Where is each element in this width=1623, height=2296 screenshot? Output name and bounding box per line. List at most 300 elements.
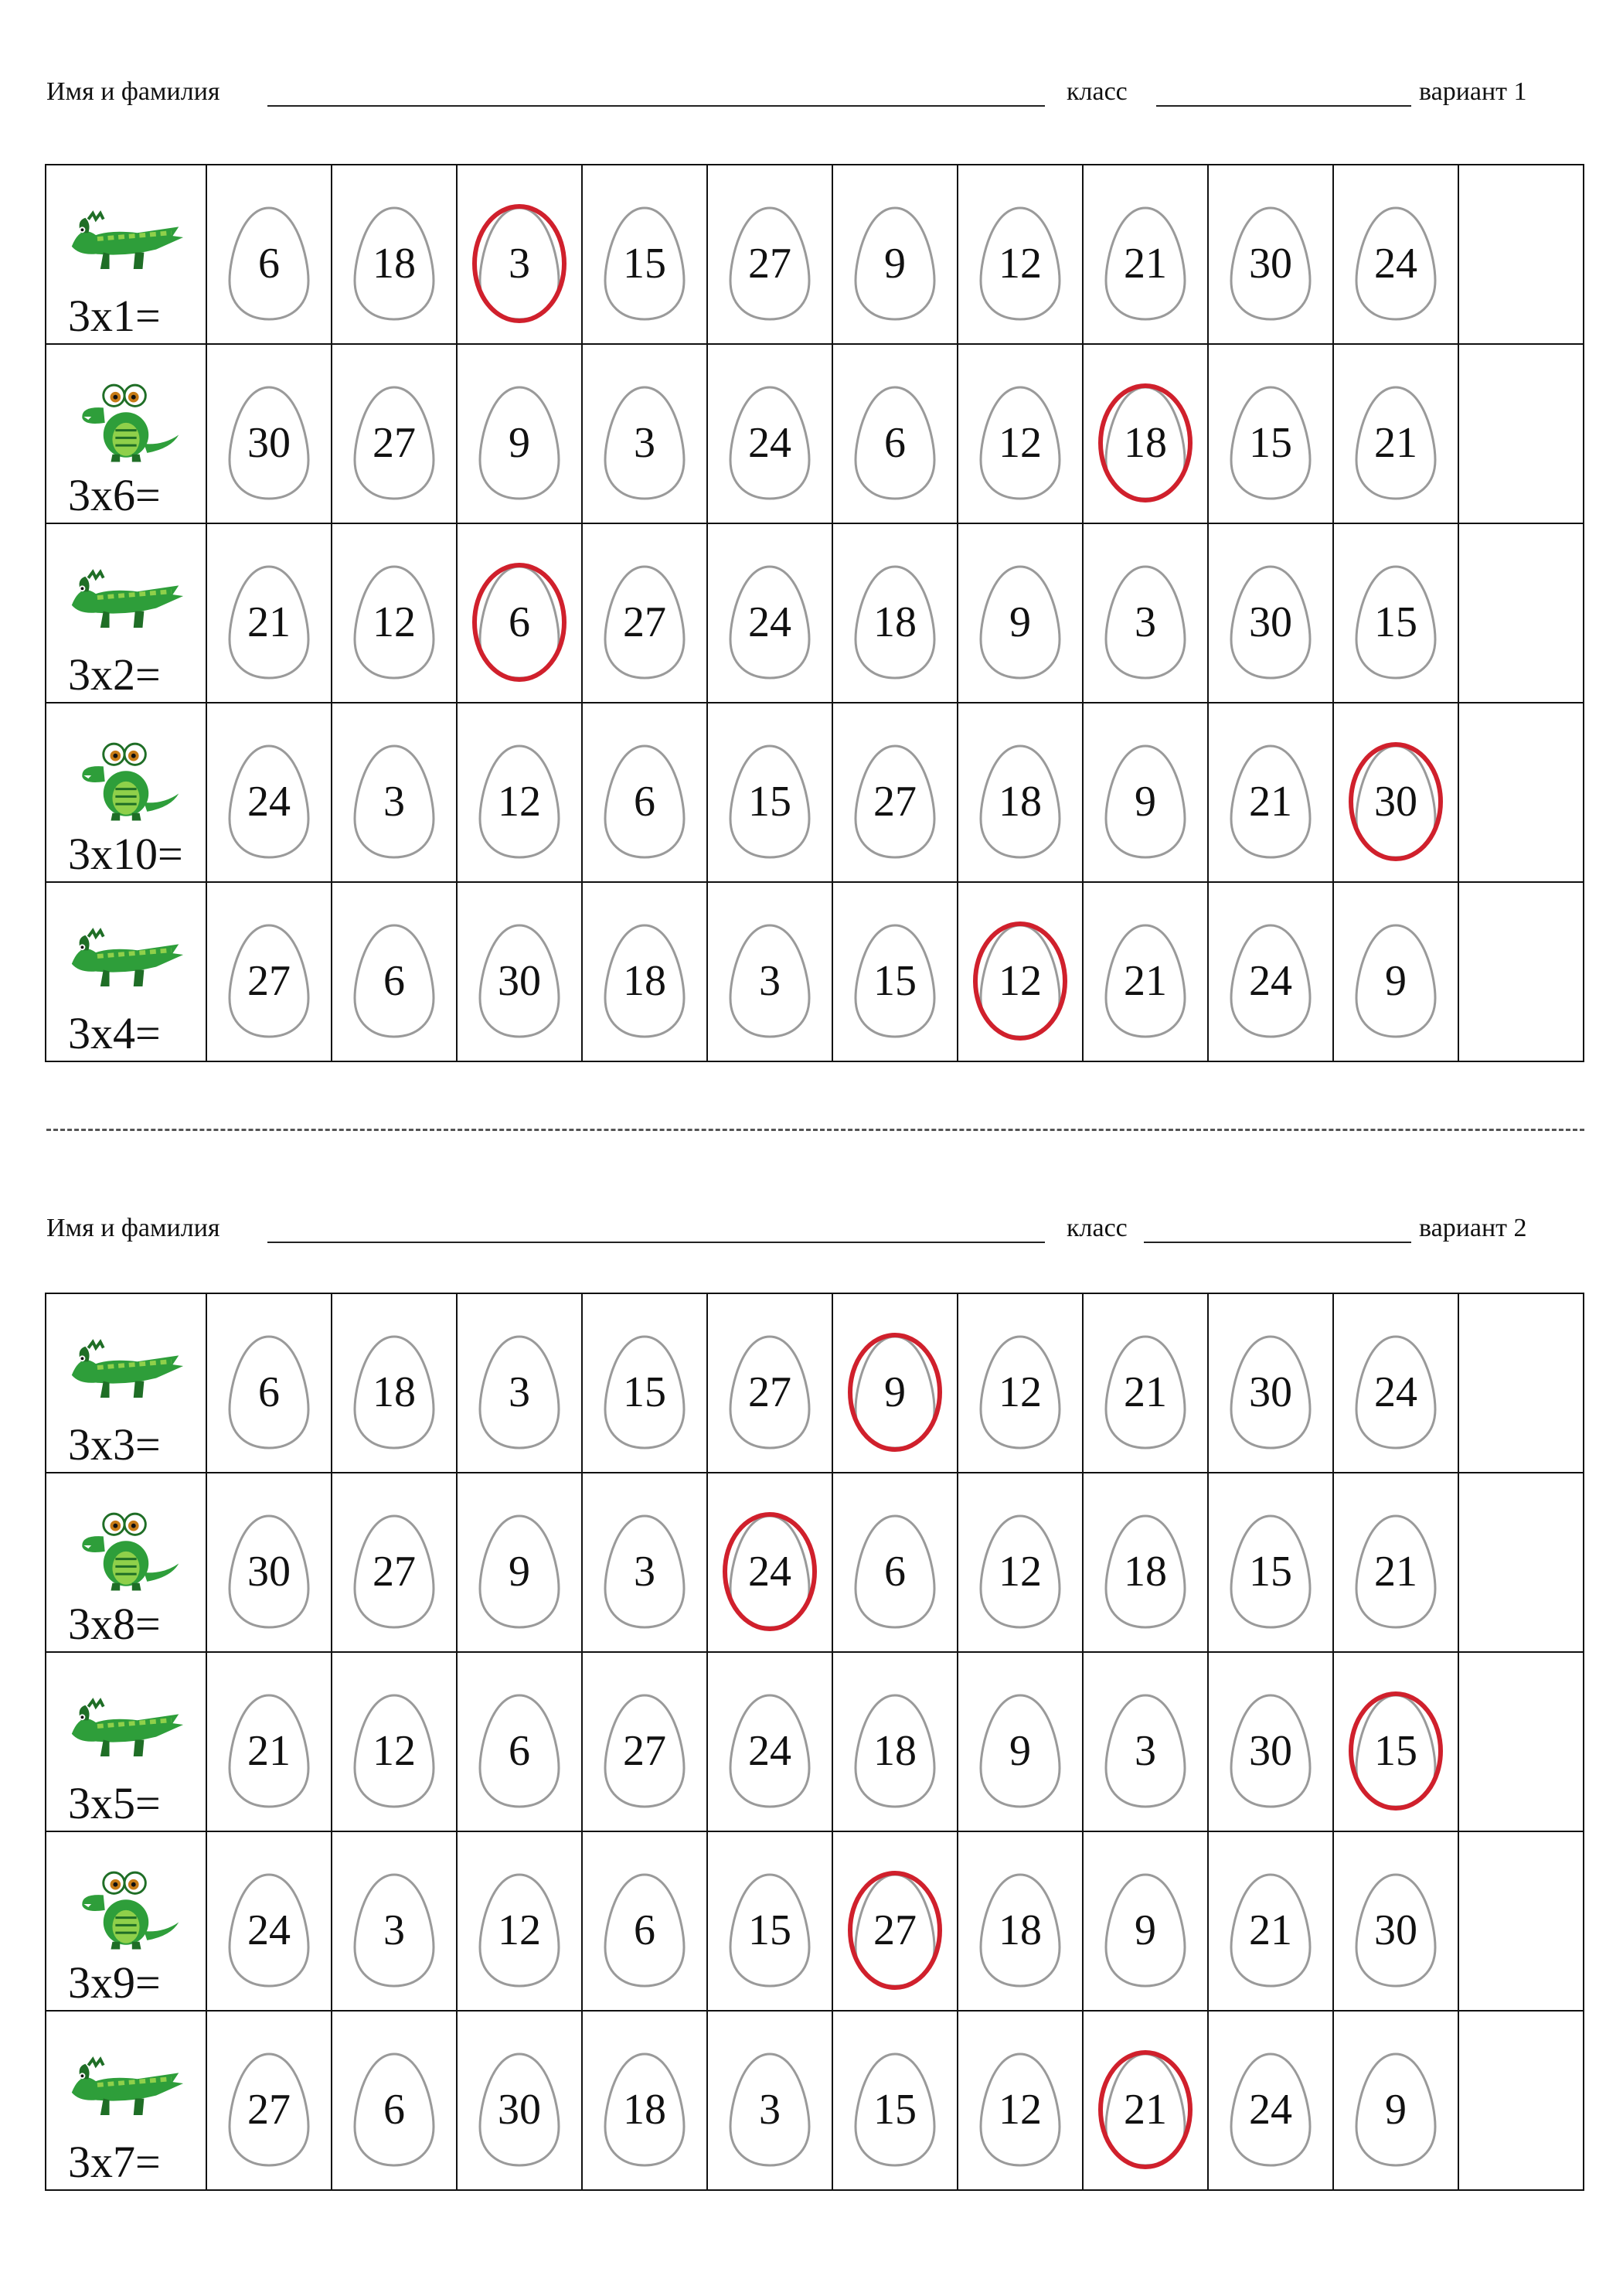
answer-number: 18 [373,1368,416,1416]
answer-egg-cell[interactable] [958,1293,1083,1473]
answer-egg-cell[interactable] [832,2011,958,2190]
answer-egg[interactable] [724,741,815,862]
answer-number: 21 [1374,418,1417,467]
problem-row [46,703,1584,882]
answer-egg[interactable] [349,1332,440,1453]
answer-egg-cell[interactable] [958,1473,1083,1652]
problem-cell [46,1831,206,2011]
answer-egg-cell[interactable] [1333,344,1458,523]
answer-egg[interactable] [1350,383,1441,503]
answer-egg[interactable] [1350,1870,1441,1991]
answer-egg-cell[interactable] [457,523,582,703]
answer-egg-cell[interactable] [332,1293,457,1473]
answer-egg[interactable] [975,1511,1066,1632]
answer-egg[interactable] [1350,921,1441,1041]
answer-egg-cell[interactable] [332,2011,457,2190]
circled-answer-egg[interactable] [1100,383,1191,503]
problem-cell [46,344,206,523]
circled-answer-egg[interactable] [1350,1691,1441,1811]
circled-answer-egg[interactable] [849,1332,941,1453]
answer-number: 27 [873,1906,917,1954]
class-label: класс [1067,77,1128,106]
answer-number: 24 [247,777,291,826]
answer-egg[interactable] [1350,562,1441,683]
answer-number: 3 [383,777,405,826]
circled-answer-egg[interactable] [724,1511,815,1632]
answer-egg-cell[interactable] [582,523,707,703]
answer-egg-cell[interactable] [457,1831,582,2011]
answer-egg[interactable] [724,921,815,1041]
answer-egg-cell[interactable] [457,165,582,344]
answer-egg-cell[interactable] [206,1831,332,2011]
answer-number: 21 [1124,956,1167,1005]
answer-number: 18 [373,239,416,288]
answer-number: 6 [383,956,405,1005]
answer-egg[interactable] [849,203,941,324]
answer-egg-cell[interactable] [958,703,1083,882]
answer-number: 3 [383,1906,405,1954]
answer-egg-cell[interactable] [332,1831,457,2011]
answer-egg-cell[interactable] [332,523,457,703]
answer-egg-cell[interactable] [582,1293,707,1473]
answer-egg[interactable] [1100,921,1191,1041]
answer-egg[interactable] [223,741,315,862]
answer-number: 18 [1124,1547,1167,1596]
answer-egg[interactable] [474,1870,565,1991]
answer-egg[interactable] [1350,203,1441,324]
problem-row [46,344,1584,523]
answer-number: 3 [759,956,781,1005]
answer-egg-cell[interactable] [832,1293,958,1473]
problem-row [46,1293,1584,1473]
answer-egg-cell[interactable] [707,1831,832,2011]
answer-egg-cell[interactable] [582,1652,707,1831]
name-field[interactable] [267,1242,1045,1243]
answer-egg-cell[interactable] [206,1652,332,1831]
answer-egg-cell[interactable] [958,882,1083,1061]
answer-egg[interactable] [474,383,565,503]
answer-number: 18 [623,2085,666,2134]
problem-cell [46,1652,206,1831]
answer-egg[interactable] [599,1332,690,1453]
answer-number: 12 [999,956,1042,1005]
answer-egg-cell[interactable] [206,703,332,882]
answer-egg[interactable] [599,1691,690,1811]
problem-cell [46,523,206,703]
circled-answer-egg[interactable] [1100,2049,1191,2170]
answer-egg-cell[interactable] [958,344,1083,523]
answer-egg[interactable] [474,1511,565,1632]
answer-number: 24 [748,418,791,467]
answer-number: 18 [623,956,666,1005]
answer-egg-cell[interactable] [832,165,958,344]
answer-egg-cell[interactable] [1333,703,1458,882]
answer-egg-cell[interactable] [707,523,832,703]
circled-answer-egg[interactable] [474,203,565,324]
answer-egg-cell[interactable] [832,703,958,882]
answer-number: 9 [1009,1726,1031,1775]
answer-egg[interactable] [724,203,815,324]
answer-egg[interactable] [599,203,690,324]
answer-egg[interactable] [724,1332,815,1453]
crocodile-sitting-icon [66,373,186,464]
answer-egg[interactable] [223,562,315,683]
answer-egg-cell[interactable] [457,1293,582,1473]
answer-egg-cell[interactable] [582,1473,707,1652]
answer-number: 30 [247,1547,291,1596]
name-field[interactable] [267,105,1045,107]
answer-number: 27 [623,1726,666,1775]
answer-egg-cell[interactable] [1208,703,1333,882]
answer-egg-cell[interactable] [1333,1293,1458,1473]
answer-egg[interactable] [849,1691,941,1811]
answer-egg[interactable] [223,921,315,1041]
answer-egg-cell[interactable] [1208,1473,1333,1652]
answer-egg[interactable] [1100,1691,1191,1811]
answer-number: 12 [999,1547,1042,1596]
answer-egg[interactable] [1225,921,1316,1041]
answer-egg[interactable] [223,1332,315,1453]
answer-egg-cell[interactable] [832,523,958,703]
answer-egg-cell[interactable] [1333,523,1458,703]
answer-egg[interactable] [1350,1332,1441,1453]
problem-cell [46,165,206,344]
problem-text: 3x1= [68,291,161,341]
answer-egg-cell[interactable] [1083,165,1208,344]
name-label: Имя и фамилия [46,77,220,106]
crocodile-walking-icon [66,2039,186,2131]
answer-egg-cell[interactable] [1083,882,1208,1061]
answer-egg[interactable] [724,1691,815,1811]
answer-egg[interactable] [975,383,1066,503]
answer-egg[interactable] [1100,203,1191,324]
answer-egg[interactable] [349,383,440,503]
answer-number: 24 [247,1906,291,1954]
answer-number: 24 [1374,239,1417,288]
answer-egg-cell[interactable] [332,1473,457,1652]
answer-egg-cell[interactable] [1083,1293,1208,1473]
answer-egg-cell[interactable] [1208,1831,1333,2011]
answer-egg-cell[interactable] [958,165,1083,344]
problem-text: 3x10= [68,829,183,879]
answer-egg[interactable] [849,383,941,503]
answer-egg-cell[interactable] [1208,1652,1333,1831]
answer-number: 27 [748,239,791,288]
answer-egg[interactable] [975,741,1066,862]
answer-egg[interactable] [1225,1511,1316,1632]
answer-egg-cell[interactable] [707,703,832,882]
answer-number: 3 [1135,598,1156,646]
class-field[interactable] [1156,105,1411,107]
answer-egg[interactable] [223,1691,315,1811]
answer-number: 9 [1135,777,1156,826]
answer-egg[interactable] [223,383,315,503]
answer-egg[interactable] [1100,1511,1191,1632]
answer-egg-cell[interactable] [832,882,958,1061]
answer-egg[interactable] [349,921,440,1041]
answer-egg[interactable] [223,1870,315,1991]
answer-egg-cell[interactable] [707,1473,832,1652]
answer-egg[interactable] [724,562,815,683]
answer-egg[interactable] [349,562,440,683]
answer-egg-cell[interactable] [457,344,582,523]
answer-egg-cell[interactable] [332,1652,457,1831]
answer-number: 3 [1135,1726,1156,1775]
answer-number: 12 [999,1368,1042,1416]
answer-egg[interactable] [849,1511,941,1632]
answer-number: 15 [1249,1547,1292,1596]
answer-number: 30 [1249,1726,1292,1775]
answer-egg-cell[interactable] [958,1652,1083,1831]
answer-egg[interactable] [975,2049,1066,2170]
answer-egg-cell[interactable] [1083,523,1208,703]
answer-egg-cell[interactable] [1208,1293,1333,1473]
answer-number: 30 [1249,598,1292,646]
answer-egg[interactable] [1225,2049,1316,2170]
answer-egg-cell[interactable] [1083,2011,1208,2190]
answer-egg[interactable] [1225,1691,1316,1811]
answer-egg[interactable] [1100,741,1191,862]
answer-egg[interactable] [599,741,690,862]
answer-egg[interactable] [599,383,690,503]
answer-egg[interactable] [975,1332,1066,1453]
class-label: класс [1067,1214,1128,1242]
answer-egg-cell[interactable] [958,1831,1083,2011]
answer-egg-cell[interactable] [457,882,582,1061]
answer-egg-cell[interactable] [1333,1473,1458,1652]
answer-egg-cell[interactable] [332,882,457,1061]
worksheet-1-table [45,164,1584,1062]
answer-egg-cell[interactable] [1333,882,1458,1061]
answer-number: 15 [748,1906,791,1954]
answer-egg-cell[interactable] [206,523,332,703]
answer-egg[interactable] [849,921,941,1041]
answer-number: 21 [1124,1368,1167,1416]
answer-egg[interactable] [474,1691,565,1811]
answer-number: 27 [748,1368,791,1416]
answer-egg-cell[interactable] [332,344,457,523]
answer-egg-cell[interactable] [206,2011,332,2190]
answer-number: 6 [884,1547,906,1596]
answer-egg-cell[interactable] [1083,1652,1208,1831]
answer-egg[interactable] [1225,1870,1316,1991]
answer-number: 3 [759,2085,781,2134]
answer-egg-cell[interactable] [1333,165,1458,344]
answer-egg-cell[interactable] [707,2011,832,2190]
problem-text: 3x2= [68,649,161,700]
answer-egg-cell[interactable] [1333,1831,1458,2011]
answer-egg[interactable] [599,1511,690,1632]
answer-egg[interactable] [724,1870,815,1991]
problem-text: 3x9= [68,1957,161,2008]
answer-number: 15 [1374,598,1417,646]
answer-number: 30 [498,2085,541,2134]
answer-egg[interactable] [599,562,690,683]
answer-egg-cell[interactable] [1208,165,1333,344]
answer-number: 6 [509,598,530,646]
answer-egg[interactable] [349,1870,440,1991]
crocodile-walking-icon [66,193,186,284]
answer-egg-cell[interactable] [1083,1831,1208,2011]
empty-cell [1458,1293,1584,1473]
circled-answer-egg[interactable] [1350,741,1441,862]
answer-egg[interactable] [724,383,815,503]
answer-egg-cell[interactable] [832,1473,958,1652]
answer-egg[interactable] [1100,562,1191,683]
answer-egg[interactable] [1225,203,1316,324]
empty-cell [1458,703,1584,882]
empty-cell [1458,2011,1584,2190]
answer-egg-cell[interactable] [1083,1473,1208,1652]
problem-row [46,165,1584,344]
answer-number: 21 [247,1726,291,1775]
answer-egg[interactable] [349,1691,440,1811]
problem-text: 3x8= [68,1599,161,1649]
answer-egg-cell[interactable] [707,1293,832,1473]
answer-egg-cell[interactable] [1208,523,1333,703]
answer-egg-cell[interactable] [1208,344,1333,523]
answer-egg[interactable] [1350,2049,1441,2170]
answer-egg[interactable] [599,921,690,1041]
answer-number: 18 [873,598,917,646]
answer-number: 30 [247,418,291,467]
answer-egg[interactable] [1350,1511,1441,1632]
answer-egg-cell[interactable] [332,165,457,344]
answer-egg[interactable] [223,2049,315,2170]
answer-egg-cell[interactable] [457,1652,582,1831]
answer-number: 6 [258,1368,280,1416]
answer-egg[interactable] [599,2049,690,2170]
answer-egg-cell[interactable] [707,882,832,1061]
answer-egg[interactable] [1100,1332,1191,1453]
answer-number: 18 [1124,418,1167,467]
answer-egg-cell[interactable] [582,703,707,882]
problem-row [46,1831,1584,2011]
answer-number: 30 [498,956,541,1005]
answer-number: 6 [634,1906,655,1954]
answer-egg[interactable] [349,741,440,862]
answer-egg-cell[interactable] [582,2011,707,2190]
answer-egg-cell[interactable] [707,344,832,523]
answer-egg-cell[interactable] [707,165,832,344]
answer-egg-cell[interactable] [832,1652,958,1831]
answer-number: 3 [634,418,655,467]
answer-number: 21 [1124,2085,1167,2134]
answer-egg-cell[interactable] [1208,2011,1333,2190]
answer-egg-cell[interactable] [582,1831,707,2011]
answer-egg[interactable] [1225,562,1316,683]
answer-egg[interactable] [975,1691,1066,1811]
answer-egg-cell[interactable] [206,344,332,523]
answer-egg-cell[interactable] [206,1473,332,1652]
answer-egg-cell[interactable] [958,523,1083,703]
answer-number: 12 [498,777,541,826]
answer-number: 24 [1249,2085,1292,2134]
answer-egg-cell[interactable] [1083,344,1208,523]
answer-egg-cell[interactable] [582,882,707,1061]
answer-egg[interactable] [474,921,565,1041]
problem-row [46,2011,1584,2190]
circled-answer-egg[interactable] [849,1870,941,1991]
answer-number: 9 [1385,2085,1407,2134]
answer-egg[interactable] [1225,1332,1316,1453]
answer-number: 18 [999,1906,1042,1954]
answer-number: 27 [247,956,291,1005]
answer-egg-cell[interactable] [958,2011,1083,2190]
answer-egg[interactable] [474,741,565,862]
answer-egg-cell[interactable] [582,344,707,523]
answer-egg[interactable] [223,1511,315,1632]
answer-egg-cell[interactable] [206,882,332,1061]
answer-egg-cell[interactable] [1208,882,1333,1061]
variant-label: вариант 1 [1419,77,1527,106]
answer-egg[interactable] [975,562,1066,683]
answer-number: 27 [873,777,917,826]
answer-egg[interactable] [349,203,440,324]
answer-number: 30 [1374,777,1417,826]
class-field[interactable] [1144,1242,1411,1243]
answer-number: 9 [884,1368,906,1416]
answer-number: 3 [509,239,530,288]
answer-egg-cell[interactable] [457,2011,582,2190]
answer-number: 6 [258,239,280,288]
answer-egg-cell[interactable] [582,165,707,344]
answer-egg-cell[interactable] [206,1293,332,1473]
answer-number: 12 [999,239,1042,288]
answer-egg-cell[interactable] [457,1473,582,1652]
answer-egg-cell[interactable] [332,703,457,882]
answer-egg[interactable] [1225,383,1316,503]
answer-egg[interactable] [975,1870,1066,1991]
answer-egg[interactable] [349,1511,440,1632]
answer-egg-cell[interactable] [457,703,582,882]
answer-number: 27 [247,2085,291,2134]
answer-egg-cell[interactable] [1333,2011,1458,2190]
answer-egg[interactable] [599,1870,690,1991]
answer-egg[interactable] [223,203,315,324]
answer-egg[interactable] [1100,1870,1191,1991]
answer-egg[interactable] [849,562,941,683]
answer-number: 9 [1135,1906,1156,1954]
answer-egg-cell[interactable] [1083,703,1208,882]
answer-egg-cell[interactable] [832,344,958,523]
problem-cell [46,882,206,1061]
answer-egg[interactable] [724,2049,815,2170]
answer-egg[interactable] [474,1332,565,1453]
answer-egg-cell[interactable] [1333,1652,1458,1831]
answer-number: 21 [1249,1906,1292,1954]
problem-row [46,1473,1584,1652]
answer-egg-cell[interactable] [707,1652,832,1831]
circled-answer-egg[interactable] [975,921,1066,1041]
answer-number: 30 [1249,1368,1292,1416]
answer-egg-cell[interactable] [832,1831,958,2011]
crocodile-walking-icon [66,552,186,643]
answer-egg[interactable] [474,2049,565,2170]
answer-number: 30 [1374,1906,1417,1954]
answer-number: 9 [1385,956,1407,1005]
answer-egg[interactable] [849,741,941,862]
answer-egg[interactable] [849,2049,941,2170]
answer-egg[interactable] [1225,741,1316,862]
circled-answer-egg[interactable] [474,562,565,683]
answer-egg[interactable] [975,203,1066,324]
answer-egg[interactable] [349,2049,440,2170]
crocodile-walking-icon [66,911,186,1002]
answer-egg-cell[interactable] [206,165,332,344]
answer-number: 15 [873,956,917,1005]
answer-number: 27 [623,598,666,646]
